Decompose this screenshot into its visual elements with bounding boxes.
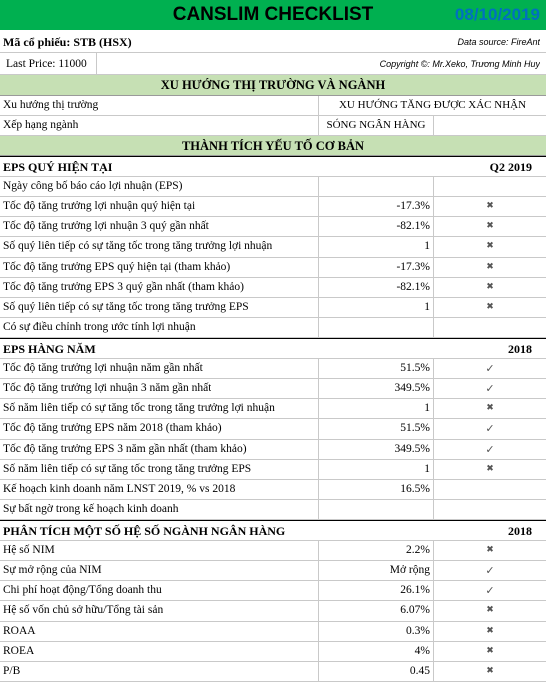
cross-icon: ✖: [433, 642, 546, 661]
metric-row: [0, 561, 546, 581]
ticker-label: Mã cổ phiếu: STB (HSX): [3, 35, 132, 49]
metric-row: [0, 278, 546, 298]
metric-label: Có sự điều chỉnh trong ước tính lợi nhuận: [3, 321, 196, 334]
industry-rank-mark: [433, 116, 546, 135]
ratios-header: [0, 520, 546, 541]
metric-label: Hệ số NIM: [3, 543, 55, 556]
price-row: [0, 53, 546, 75]
metric-value: 4%: [318, 642, 433, 661]
check-icon: ✓: [433, 419, 546, 438]
eps-year-title: EPS HÀNG NĂM: [3, 342, 96, 357]
cross-icon: ✖: [433, 298, 546, 317]
metric-row: [0, 500, 546, 520]
empty-mark: [433, 480, 546, 499]
fundamentals-section-title: THÀNH TÍCH YẾU TỐ CƠ BẢN: [181, 138, 365, 153]
cross-icon: ✖: [433, 237, 546, 256]
metric-label: Chi phí hoạt động/Tổng doanh thu: [3, 584, 162, 597]
ratios-title: PHÂN TÍCH MỘT SỐ HỆ SỐ NGÀNH NGÂN HÀNG: [3, 524, 286, 539]
metric-value: 16.5%: [318, 480, 433, 499]
metric-row: [0, 541, 546, 561]
metric-value: 1: [318, 460, 433, 479]
metric-value: 1: [318, 298, 433, 317]
eps-quarter-period: Q2 2019: [489, 160, 532, 175]
market-trend-value: XU HƯỚNG TĂNG ĐƯỢC XÁC NHẬN: [318, 96, 546, 115]
metric-row: [0, 177, 546, 197]
cross-icon: ✖: [433, 217, 546, 236]
metric-row: [0, 258, 546, 278]
metric-value: 1: [318, 237, 433, 256]
check-icon: ✓: [433, 581, 546, 600]
eps-quarter-title: EPS QUÝ HIỆN TẠI: [3, 160, 113, 175]
cross-icon: ✖: [433, 197, 546, 216]
cross-icon: ✖: [433, 258, 546, 277]
cross-icon: ✖: [433, 662, 546, 681]
metric-label: Kế hoạch kinh doanh năm LNST 2019, % vs 2018: [3, 483, 236, 495]
metric-label: Số quý liên tiếp có sự tăng tốc trong tăng trưởng EPS: [3, 301, 249, 313]
metric-value: 349.5%: [318, 379, 433, 398]
cross-icon: ✖: [433, 601, 546, 620]
market-trend-row: [0, 96, 546, 116]
metric-value: -17.3%: [318, 197, 433, 216]
metric-value: 0.45: [318, 662, 433, 681]
metric-label: Tốc độ tăng trưởng EPS 3 năm gần nhất (tham khảo): [3, 442, 247, 455]
metric-row: [0, 379, 546, 399]
metric-label: Tốc độ tăng trưởng EPS năm 2018 (tham khảo): [3, 422, 222, 435]
metric-label: Tốc độ tăng trưởng EPS 3 quý gần nhất (tham khảo): [3, 280, 244, 293]
metric-label: Tốc độ tăng trưởng lợi nhuận năm gần nhất: [3, 361, 203, 374]
last-price: Last Price: 11000: [6, 58, 87, 70]
market-section-header: [0, 75, 546, 96]
industry-rank-row: [0, 116, 546, 136]
market-section-title: XU HƯỚNG THỊ TRƯỜNG VÀ NGÀNH: [160, 78, 386, 92]
stock-row: [0, 31, 546, 53]
metric-row: [0, 217, 546, 237]
eps-year-rows: [0, 359, 546, 521]
metric-row: [0, 642, 546, 662]
title-bar: [0, 0, 546, 31]
cross-icon: ✖: [433, 460, 546, 479]
metric-label: Tốc độ tăng trưởng EPS quý hiện tại (tham khảo): [3, 260, 231, 273]
metric-label: Sự bất ngờ trong kế hoạch kinh doanh: [3, 503, 179, 516]
metric-row: [0, 419, 546, 439]
empty-mark: [433, 177, 546, 196]
metric-value: 26.1%: [318, 581, 433, 600]
eps-year-header: [0, 338, 546, 359]
cross-icon: ✖: [433, 399, 546, 418]
check-icon: ✓: [433, 440, 546, 459]
empty-mark: [433, 500, 546, 519]
metric-row: [0, 622, 546, 642]
metric-label: Tốc độ tăng trưởng lợi nhuận quý hiện tại: [3, 200, 196, 213]
eps-year-period: 2018: [508, 342, 532, 357]
metric-row: [0, 440, 546, 460]
report-date: 08/10/2019: [454, 5, 540, 24]
data-source: Data source: FireAnt: [457, 37, 540, 47]
metric-value: [318, 318, 433, 337]
metric-value: [318, 177, 433, 196]
metric-row: [0, 601, 546, 621]
metric-label: Tốc độ tăng trưởng lợi nhuận 3 quý gần nhất: [3, 220, 209, 233]
metric-label: Hệ số vốn chủ sở hữu/Tổng tài sản: [3, 604, 164, 617]
metric-label: ROEA: [3, 644, 35, 657]
market-trend-label: Xu hướng thị trường: [3, 98, 99, 111]
copyright: Copyright ©: Mr.Xeko, Trương Minh Huy: [379, 59, 540, 69]
ratios-rows: [0, 541, 546, 682]
metric-value: Mở rộng: [318, 561, 433, 580]
checklist-title: CANSLIM CHECKLIST: [172, 4, 374, 25]
fundamentals-section-header: [0, 136, 546, 157]
metric-row: [0, 662, 546, 682]
metric-row: [0, 318, 546, 338]
metric-value: 51.5%: [318, 359, 433, 378]
metric-value: 0.3%: [318, 622, 433, 641]
metric-label: ROAA: [3, 624, 36, 637]
metric-value: 2.2%: [318, 541, 433, 560]
metric-label: Tốc độ tăng trưởng lợi nhuận 3 năm gần nhất: [3, 382, 212, 395]
metric-label: Sự mở rộng của NIM: [3, 564, 102, 577]
metric-value: -82.1%: [318, 278, 433, 297]
metric-row: [0, 399, 546, 419]
price-divider: [96, 53, 97, 74]
metric-row: [0, 237, 546, 257]
eps-quarter-header: [0, 156, 546, 177]
metric-value: -82.1%: [318, 217, 433, 236]
metric-row: [0, 298, 546, 318]
metric-value: 1: [318, 399, 433, 418]
industry-rank-label: Xếp hạng ngành: [3, 118, 79, 131]
metric-label: Số quý liên tiếp có sự tăng tốc trong tăng trưởng lợi nhuận: [3, 240, 273, 253]
metric-value: -17.3%: [318, 258, 433, 277]
eps-quarter-rows: [0, 177, 546, 339]
industry-rank-value: SÓNG NGÂN HÀNG: [318, 116, 433, 135]
metric-label: Số năm liên tiếp có sự tăng tốc trong tăng trưởng lợi nhuận: [3, 402, 275, 415]
cross-icon: ✖: [433, 622, 546, 641]
check-icon: ✓: [433, 379, 546, 398]
check-icon: ✓: [433, 359, 546, 378]
check-icon: ✓: [433, 561, 546, 580]
cross-icon: ✖: [433, 278, 546, 297]
metric-value: 349.5%: [318, 440, 433, 459]
metric-label: P/B: [3, 665, 21, 677]
metric-label: Số năm liên tiếp có sự tăng tốc trong tăng trưởng EPS: [3, 462, 252, 475]
metric-row: [0, 359, 546, 379]
empty-mark: [433, 318, 546, 337]
metric-row: [0, 581, 546, 601]
metric-row: [0, 460, 546, 480]
metric-row: [0, 197, 546, 217]
metric-value: [318, 500, 433, 519]
ratios-period: 2018: [508, 524, 532, 539]
metric-value: 6.07%: [318, 601, 433, 620]
metric-value: 51.5%: [318, 419, 433, 438]
cross-icon: ✖: [433, 541, 546, 560]
metric-label: Ngày công bố báo cáo lợi nhuận (EPS): [3, 179, 183, 192]
metric-row: [0, 480, 546, 500]
